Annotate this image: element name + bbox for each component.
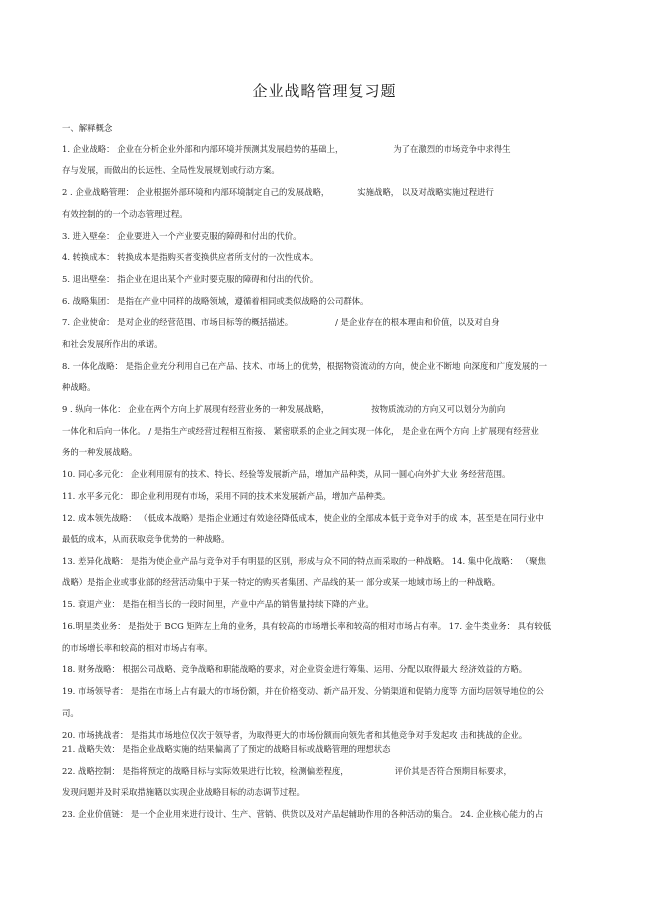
text-line: 8. 一体化战略： 是指企业充分利用自己在产品、技术、市场上的优势，根据物资流动的方向，使企业不断地 向深度和广度发展的一 xyxy=(62,361,547,371)
text-line: 司。 xyxy=(62,708,79,718)
text-line: 5. 退出壁垒： 指企业在退出某个产业时要克服的障碍和付出的代价。 xyxy=(62,274,319,284)
text-line: 3. 进入壁垒： 企业要进入一个产业要克服的障碍和付出的代价。 xyxy=(62,231,302,241)
text-segment: / 是企业存在的根本理由和价值，以及对自身 xyxy=(335,317,500,327)
text-line: 的市场增长率和较高的相对市场占有率。 xyxy=(62,643,213,653)
text-line: 11. 水平多元化： 即企业利用现有市场，采用不同的技术来发展新产品，增加产品种类。 xyxy=(62,491,391,501)
text-line: 20. 市场挑战者： 是指其市场地位仅次于领导者，为取得更大的市场份额而向领先者和其他竞争对手发起攻 击和挑战的企业。 xyxy=(62,730,528,740)
text-line xyxy=(62,187,494,198)
text-line xyxy=(62,766,512,777)
text-segment: 9 . 纵向一体化： 企业在两个方向上扩展现有经营业务的一种发展战略， xyxy=(62,404,330,414)
text-line: 一体化和后向一体化。 / 是指生产或经营过程相互衔接、 紧密联系的企业之间实现一体化， 是企业在两个方向 上扩展现有经营业 xyxy=(62,426,539,436)
text-segment: 1. 企业战略： 企业在分析企业外部和内部环境并预测其发展趋势的基础上， xyxy=(62,144,344,154)
text-line: 23. 企业价值链： 是一个企业用来进行设计、生产、营销、供货以及对产品起辅助作用的各种活动的集合。 24. 企业核心能力的占 xyxy=(62,809,544,819)
text-line: 务的一种发展战略。 xyxy=(62,447,138,457)
document-title: 企业战略管理复习题 xyxy=(252,82,397,100)
text-line: 战略）是指企业或事业部的经营活动集中于某一特定的购买者集团、产品线的某一 部分或某一地域市场上的一种战略。 xyxy=(62,577,501,587)
text-line: 15. 衰退产业： 是指在相当长的一段时间里，产业中产品的销售量持续下降的产业。 xyxy=(62,599,374,609)
text-line: 种战略。 xyxy=(62,382,96,392)
text-segment: 按物质流动的方向又可以划分为前向 xyxy=(371,404,506,414)
text-line: 6. 战略集团： 是指在产业中同样的战略领域，遵循着相同或类似战略的公司群体。 xyxy=(62,296,369,306)
text-line: 18. 财务战略： 根据公司战略、竞争战略和职能战略的要求，对企业资金进行筹集、运用、分配以取得最大 经济效益的方略。 xyxy=(62,664,528,674)
text-line xyxy=(62,317,500,328)
section-heading: 一、解释概念 xyxy=(62,123,113,133)
text-line xyxy=(62,404,505,415)
text-line xyxy=(62,144,511,155)
text-line: 存与发展，而做出的长远性、全局性发展规划或行动方案。 xyxy=(62,165,280,175)
text-line: 10. 同心多元化： 企业利用原有的技术、特长、经验等发展新产品，增加产品种类，从同一圆心向外扩大业 务经营范围。 xyxy=(62,469,511,479)
text-segment: 实施战略， 以及对战略实施过程进行 xyxy=(357,187,494,197)
text-line: 最低的成本，从而获取竞争优势的一种战略。 xyxy=(62,534,230,544)
text-line: 发现问题并及时采取措施籍以实现企业战略目标的动态调节过程。 xyxy=(62,787,305,797)
text-line: 16.明星类业务： 是指处于 BCG 矩阵左上角的业务，具有较高的市场增长率和较高的相对市场占有率。 17. 金牛类业务： 具有较低 xyxy=(62,621,552,631)
text-line: 4. 转换成本： 转换成本是指购买者变换供应者所支付的一次性成本。 xyxy=(62,252,319,262)
text-segment: 22. 战略控制： 是指将预定的战略目标与实际效果进行比较，检测偏差程度， xyxy=(62,766,349,776)
text-line: 13. 差异化战略： 是指为使企业产品与竞争对手有明显的区别，形成与众不同的特点而采取的一种战略。 14. 集中化战略： （聚焦 xyxy=(62,556,546,566)
text-line: 12. 成本领先战略： （低成本战略）是指企业通过有效途径降低成本，使企业的全部成本低于竞争对手的成 本，甚至是在同行业中 xyxy=(62,513,544,523)
text-segment: 为了在激烈的市场竞争中求得生 xyxy=(393,144,511,154)
text-segment: 7. 企业使命： 是对企业的经营范围、市场目标等的概括描述。 xyxy=(62,317,294,327)
text-segment: 评价其是否符合预期目标要求， xyxy=(394,766,512,776)
text-line: 有效控制的的一个动态管理过程。 xyxy=(62,209,188,219)
text-line: 21. 战略失效： 是指企业战略实施的结果偏离了了预定的战略目标或战略管理的理想状态 xyxy=(62,744,391,754)
text-line: 和社会发展所作出的承诺。 xyxy=(62,339,163,349)
text-segment: 2 . 企业战略管理： 企业根据外部环境和内部环境制定自己的发展战略， xyxy=(62,187,330,197)
text-line: 19. 市场领导者： 是指在市场上占有最大的市场份额，并在价格变动、新产品开发、分销渠道和促销力度等 方面均居领导地位的公 xyxy=(62,686,544,696)
